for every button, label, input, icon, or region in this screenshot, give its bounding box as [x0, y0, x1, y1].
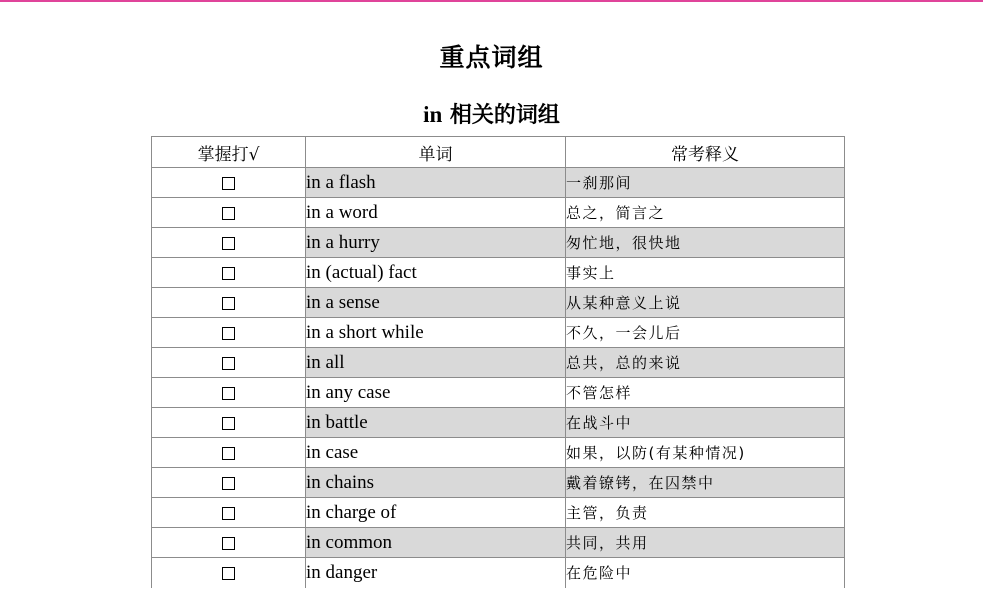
meaning-cell: 戴着镣铐，在囚禁中 [566, 468, 845, 498]
mastery-checkbox-cell [152, 438, 306, 468]
mastery-checkbox-cell [152, 378, 306, 408]
phrase-cell: in a flash [306, 168, 566, 198]
mastery-checkbox[interactable] [222, 297, 235, 310]
meaning-cell: 不久，一会儿后 [566, 318, 845, 348]
mastery-checkbox-cell [152, 168, 306, 198]
mastery-checkbox-cell [152, 288, 306, 318]
mastery-checkbox[interactable] [222, 417, 235, 430]
mastery-checkbox[interactable] [222, 507, 235, 520]
phrase-cell: in battle [306, 408, 566, 438]
phrase-table [151, 136, 845, 588]
meaning-cell: 主管，负责 [566, 498, 845, 528]
mastery-checkbox[interactable] [222, 357, 235, 370]
table-row [152, 258, 845, 288]
mastery-checkbox-cell [152, 558, 306, 588]
phrase-cell: in danger [306, 558, 566, 588]
mastery-checkbox-cell [152, 318, 306, 348]
phrase-cell: in a sense [306, 288, 566, 318]
mastery-checkbox-cell [152, 408, 306, 438]
header-mastered: 掌握打√ [152, 137, 306, 168]
table-row [152, 348, 845, 378]
table-row [152, 408, 845, 438]
meaning-cell: 在危险中 [566, 558, 845, 588]
top-accent-line [0, 0, 983, 2]
phrase-cell: in a word [306, 198, 566, 228]
table-row [152, 288, 845, 318]
meaning-cell: 从某种意义上说 [566, 288, 845, 318]
subtitle-keyword: in [423, 102, 443, 127]
table-row [152, 438, 845, 468]
meaning-cell: 不管怎样 [566, 378, 845, 408]
phrase-cell: in all [306, 348, 566, 378]
mastery-checkbox[interactable] [222, 387, 235, 400]
mastery-checkbox[interactable] [222, 447, 235, 460]
phrase-cell: in case [306, 438, 566, 468]
mastery-checkbox-cell [152, 228, 306, 258]
meaning-cell: 在战斗中 [566, 408, 845, 438]
mastery-checkbox-cell [152, 468, 306, 498]
mastery-checkbox[interactable] [222, 267, 235, 280]
phrase-cell: in any case [306, 378, 566, 408]
table-header-row [152, 137, 845, 168]
mastery-checkbox[interactable] [222, 327, 235, 340]
page-title: 重点词组 [439, 43, 544, 72]
meaning-cell: 一刹那间 [566, 168, 845, 198]
meaning-cell: 如果，以防(有某种情况) [566, 438, 845, 468]
meaning-cell: 事实上 [566, 258, 845, 288]
phrase-cell: in chains [306, 468, 566, 498]
table-row [152, 528, 845, 558]
meaning-cell: 总共，总的来说 [566, 348, 845, 378]
mastery-checkbox[interactable] [222, 477, 235, 490]
mastery-checkbox-cell [152, 348, 306, 378]
meaning-cell: 匆忙地，很快地 [566, 228, 845, 258]
section-subtitle [0, 98, 983, 129]
mastery-checkbox[interactable] [222, 177, 235, 190]
mastery-checkbox[interactable] [222, 567, 235, 580]
table-row [152, 318, 845, 348]
phrase-cell: in common [306, 528, 566, 558]
table-row [152, 468, 845, 498]
header-meaning: 常考释义 [566, 137, 845, 168]
mastery-checkbox[interactable] [222, 207, 235, 220]
mastery-checkbox-cell [152, 528, 306, 558]
table-row [152, 228, 845, 258]
meaning-cell: 共同，共用 [566, 528, 845, 558]
subtitle-text: 相关的词组 [442, 103, 560, 128]
table-body [152, 168, 845, 588]
mastery-checkbox-cell [152, 258, 306, 288]
mastery-checkbox-cell [152, 498, 306, 528]
header-phrase: 单词 [306, 137, 566, 168]
mastery-checkbox[interactable] [222, 237, 235, 250]
mastery-checkbox-cell [152, 198, 306, 228]
table-row [152, 198, 845, 228]
table-row [152, 168, 845, 198]
table-row [152, 378, 845, 408]
phrase-cell: in a hurry [306, 228, 566, 258]
phrase-cell: in charge of [306, 498, 566, 528]
phrase-cell: in (actual) fact [306, 258, 566, 288]
table-row [152, 498, 845, 528]
mastery-checkbox[interactable] [222, 537, 235, 550]
table-row [152, 558, 845, 588]
phrase-cell: in a short while [306, 318, 566, 348]
meaning-cell: 总之，简言之 [566, 198, 845, 228]
